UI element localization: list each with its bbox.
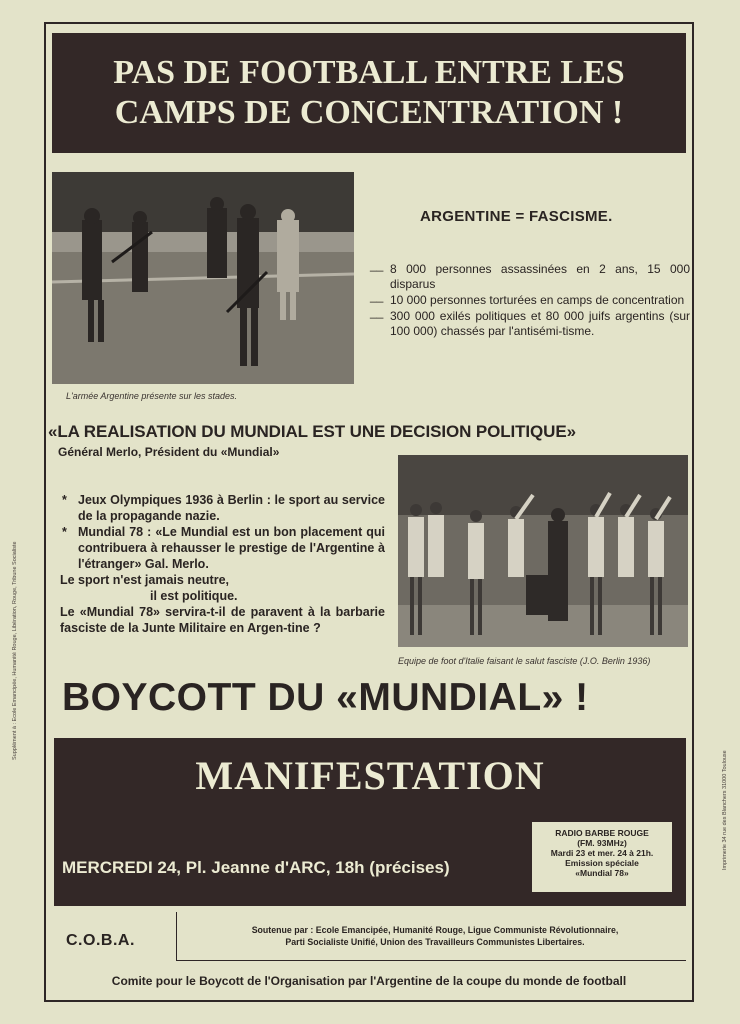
army-stadium-photo [52,172,354,384]
radio-line-5: «Mundial 78» [575,868,629,878]
side-print-note-right: Imprimerie 34 rue des Blanchers 31000 Toulouse [722,750,728,870]
divider-vertical [176,912,177,960]
boycott-headline: BOYCOTT DU «MUNDIAL» ! [62,676,589,719]
mundial-78-label: Mundial 78 [78,525,144,539]
list-item: __ 10 000 personnes torturées en camps de concentration [370,293,690,308]
radio-line-2: (FM. 93MHz) [577,838,627,848]
radio-barbe-rouge-box [532,822,672,892]
title-line-1: PAS DE FOOTBALL ENTRE LES [113,54,625,91]
divider-horizontal [176,960,686,961]
argentine-bullet-list [370,262,690,340]
title-line-2: CAMPS DE CONCENTRATION ! [114,94,624,131]
italy-team-photo [398,455,688,647]
committee-footer: Comite pour le Boycott de l'Organisation par l'Argentine de la coupe du monde de football [111,974,627,988]
supporters-line-2: Parti Socialiste Unifié, Union des Travailleurs Communistes Libertaires. [285,937,585,947]
coba-label: C.O.B.A. [66,932,135,949]
argentine-heading: ARGENTINE = FASCISME. [420,208,613,225]
manifestation-title: MANIFESTATION [195,753,545,798]
side-print-note-left: Supplément à : Ecole Emancipée, Humanité Rouge, Libération, Rouge, Tribune Socialiste [12,541,18,760]
mundial-78-text: : «Le Mundial est un bon placement qui contribuera à rehausser le prestige de l'Argentine à l'étranger» Gal. Merlo. [78,525,385,571]
supporters-line-1: Soutenue par : Ecole Emancipée, Humanité Rouge, Ligue Communiste Révolutionnaire, [251,925,619,935]
army-photo-caption: L'armée Argentine présente sur les stades. [66,391,237,401]
sport-political-line: il est politique. [150,589,238,603]
supporters-list [190,924,680,948]
radio-line-3: Mardi 23 et mer. 24 à 21h. [550,848,654,858]
list-item: __ 300 000 exilés politiques et 80 000 juifs argentins (sur 100 000) chassés par l'antisémi-tisme. [370,309,690,339]
radio-line-4: Emission spéciale [565,858,639,868]
propaganda-text-block [60,492,385,636]
berlin-1936-paragraph: * Jeux Olympiques 1936 à Berlin : le sport au service de la propagande nazie. [60,492,385,524]
mundial-78-paragraph [60,524,385,572]
radio-line-1: RADIO BARBE ROUGE [555,828,649,838]
italy-photo-caption: Equipe de foot d'Italie faisant le salut fasciste (J.O. Berlin 1936) [398,656,651,666]
quote-headline: «LA REALISATION DU MUNDIAL EST UNE DECISION POLITIQUE» [48,422,576,441]
manifestation-date: MERCREDI 24, Pl. Jeanne d'ARC, 18h (précises) [62,858,450,877]
paravent-paragraph: Le «Mundial 78» servira-t-il de paravent à la barbarie fasciste de la Junte Militaire en Argen-tine ? [60,605,385,635]
list-item: __ 8 000 personnes assassinées en 2 ans, 15 000 disparus [370,262,690,292]
title-banner [52,33,686,153]
manifestation-banner [54,738,686,906]
sport-neutral-line: Le sport n'est jamais neutre, [60,573,229,587]
quote-attribution: Général Merlo, Président du «Mundial» [58,445,280,459]
